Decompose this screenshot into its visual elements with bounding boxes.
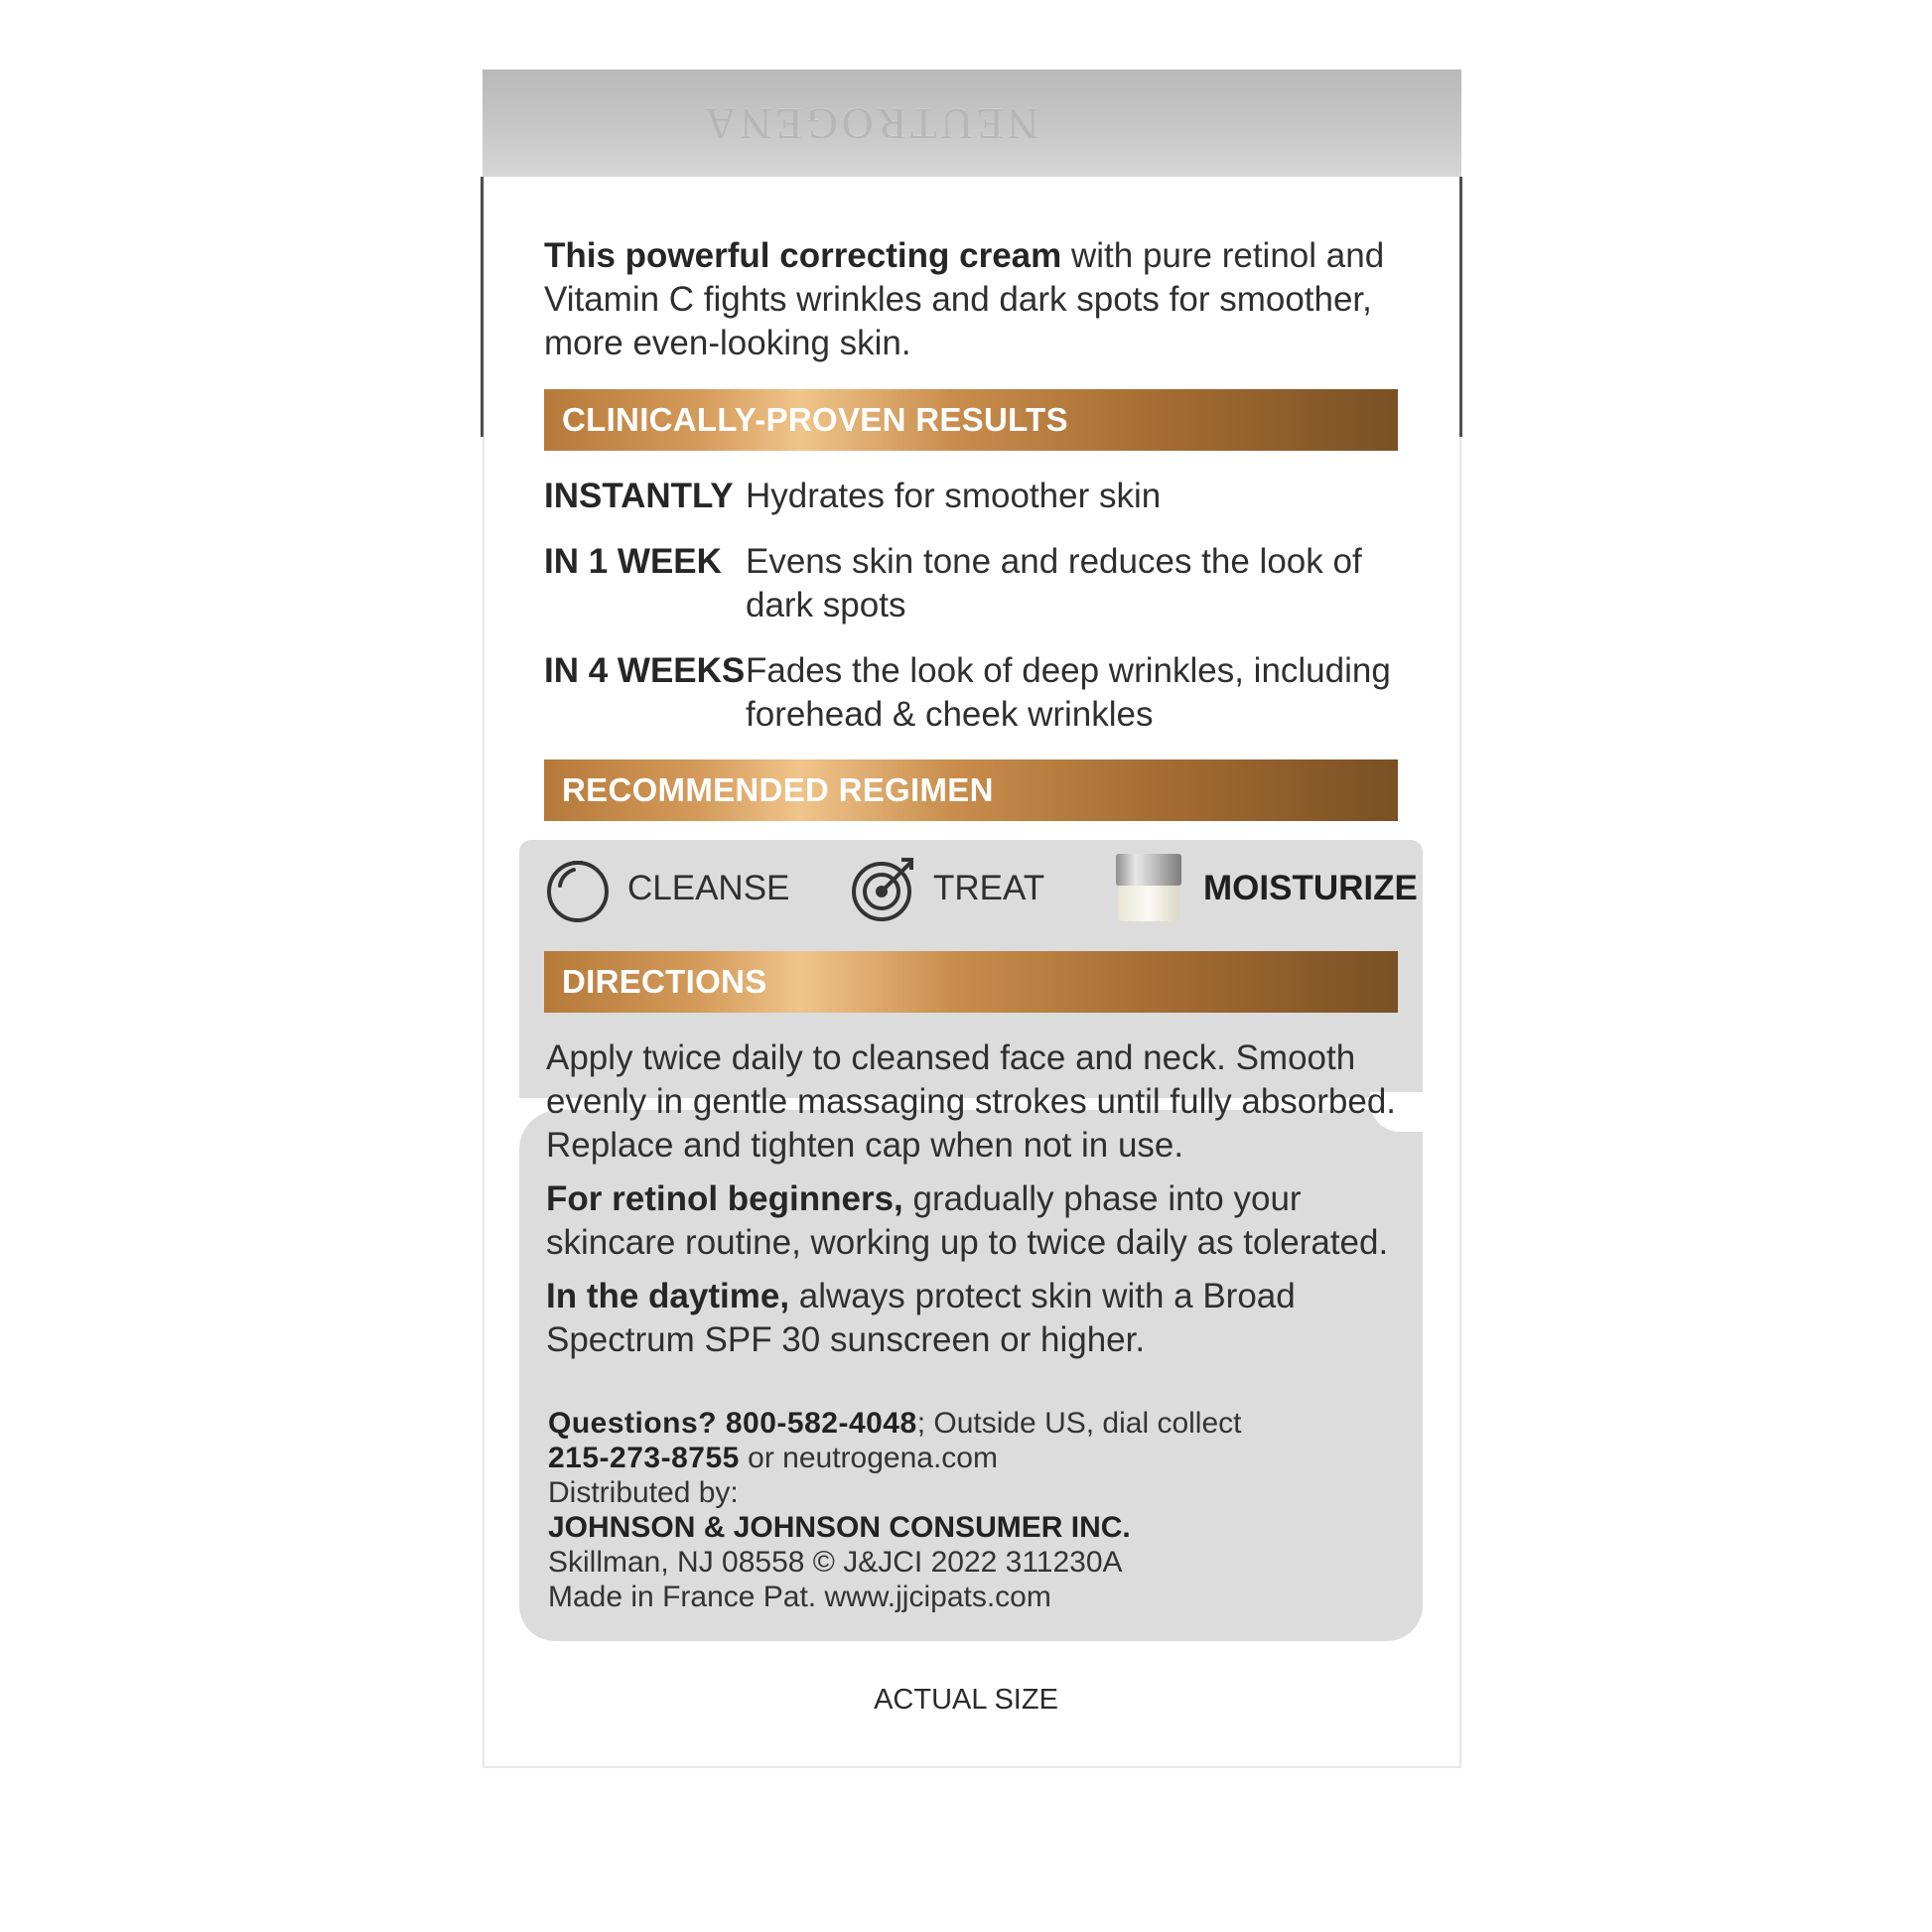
regimen-header: RECOMMENDED REGIMEN	[544, 759, 1398, 821]
directions-p3-rest: always protect skin with a Broad Spectrum SPF 30 sunscreen or higher.	[546, 1277, 1296, 1359]
intro-text	[544, 234, 1388, 365]
directions-p2	[546, 1177, 1420, 1265]
result-when: IN 4 WEEKS	[544, 651, 746, 690]
directions-p2-bold: For retinol beginners,	[546, 1179, 903, 1218]
contact-block	[548, 1406, 1422, 1614]
target-icon	[850, 854, 919, 923]
regimen-label: TREAT	[933, 869, 1045, 907]
box-edge-right	[1459, 177, 1462, 437]
intro-rest: with pure retinol and Vitamin C fights wrinkles and dark spots for smoother, more even-looking skin.	[544, 236, 1385, 362]
collect-line	[548, 1441, 1422, 1475]
intro-bold: This powerful correcting cream	[544, 236, 1062, 275]
box-edge-left	[481, 177, 483, 437]
result-when: INSTANTLY	[544, 477, 734, 515]
directions-p3	[546, 1275, 1420, 1362]
directions-p1: Apply twice daily to cleansed face and neck. Smooth evenly in gentle massaging strokes until fully absorbed. Replace and tighten cap when not in use.	[546, 1038, 1397, 1165]
box-top-flap	[483, 69, 1461, 177]
distributed-by: Distributed by:	[548, 1476, 739, 1509]
cream-jar-icon	[1114, 854, 1183, 923]
company-name: JOHNSON & JOHNSON CONSUMER INC.	[548, 1511, 1131, 1544]
result-text: Hydrates for smoother skin	[746, 477, 1162, 515]
made-in: Made in France Pat. www.jjcipats.com	[548, 1581, 1051, 1613]
regimen-cleanse	[544, 854, 789, 923]
results-header: CLINICALLY-PROVEN RESULTS	[544, 389, 1398, 451]
questions-line	[548, 1406, 1422, 1441]
actual-size-label: ACTUAL SIZE	[874, 1684, 1058, 1716]
website: or neutrogena.com	[739, 1442, 998, 1474]
result-text: Evens skin tone and reduces the look of dark spots	[746, 542, 1362, 624]
directions-p2-rest: gradually phase into your skincare routine, working up to twice daily as tolerated.	[546, 1179, 1389, 1262]
directions-header: DIRECTIONS	[544, 951, 1398, 1013]
result-text: Fades the look of deep wrinkles, including forehead & cheek wrinkles	[746, 651, 1391, 734]
questions-phone: Questions? 800-582-4048	[548, 1407, 917, 1440]
cleanse-circle-icon	[544, 854, 614, 923]
directions-p3-bold: In the daytime,	[546, 1277, 790, 1315]
regimen-treat	[850, 854, 1044, 923]
collect-phone: 215-273-8755	[548, 1442, 740, 1474]
company-address: Skillman, NJ 08558 © J&JCI 2022 311230A	[548, 1546, 1123, 1579]
regimen-label: MOISTURIZE	[1203, 869, 1418, 907]
regimen-moisturize	[1114, 854, 1418, 923]
result-when: IN 1 WEEK	[544, 542, 722, 581]
regimen-label: CLEANSE	[627, 869, 790, 907]
brand-emboss: NEUTROGENA	[700, 99, 1039, 148]
questions-rest: ; Outside US, dial collect	[916, 1407, 1242, 1440]
